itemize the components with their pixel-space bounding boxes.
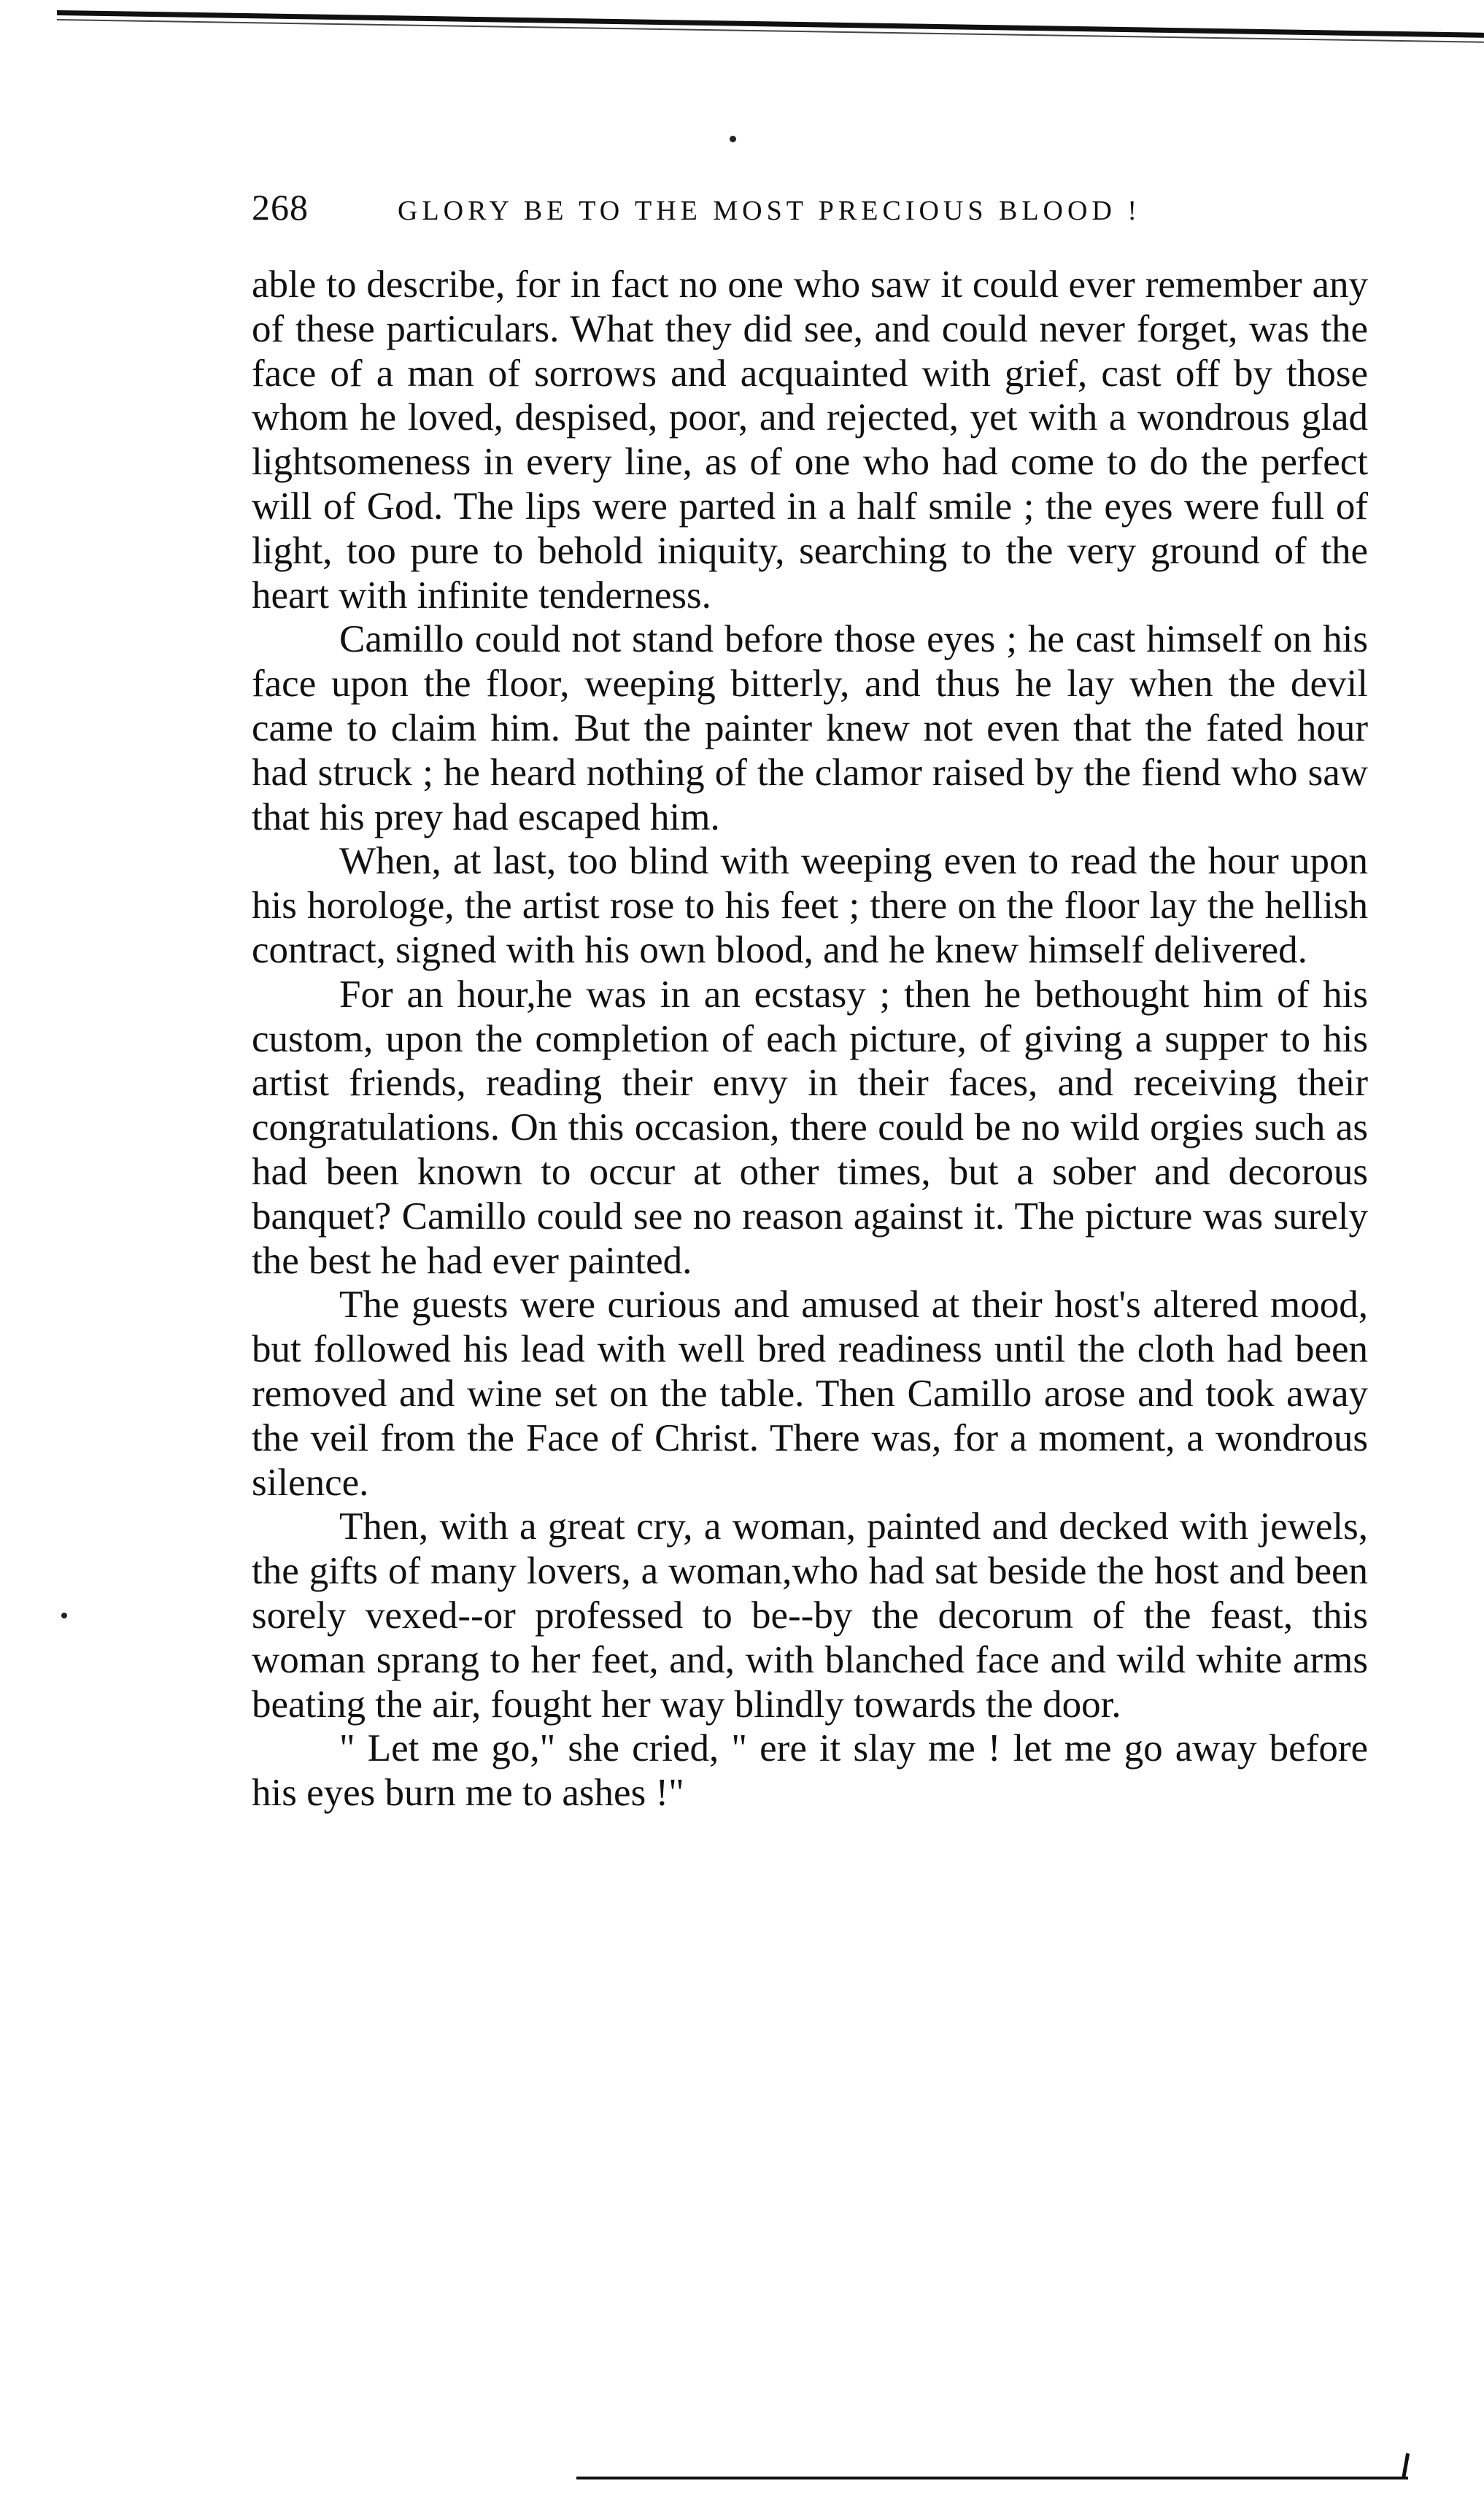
- bottom-border-tick: [1402, 2453, 1410, 2479]
- running-head: GLORY BE TO THE MOST PRECIOUS BLOOD !: [398, 196, 1142, 226]
- scan-speck: [730, 136, 736, 142]
- body-text: [252, 263, 1368, 1815]
- page-header: [252, 186, 1229, 230]
- paragraph: able to describe, for in fact no one who saw it could ever remember any of these particulars. What they did see, and could never forget, was the face of a man of sorrows and acquainted with grief, cast off by those whom he loved, despised, poor, and rejected, yet with a wondrous glad lightsomeness in every line, as of one who had come to do the perfect will of God. The lips were parted in a half smile ; the eyes were full of light, too pure to behold iniquity, searching to the very ground of the heart with infinite tenderness.: [252, 263, 1368, 617]
- scan-speck: [61, 1613, 67, 1618]
- paragraph: When, at last, too blind with weeping even to read the hour upon his horologe, the artist rose to his feet ; there on the floor lay the hellish contract, signed with his own blood, and he knew himself delivered.: [252, 840, 1368, 971]
- paragraph: " Let me go," she cried, " ere it slay me ! let me go away before his eyes burn me to ashes !": [252, 1727, 1368, 1815]
- page-number: 268: [252, 187, 309, 228]
- paragraph: The guests were curious and amused at their host's altered mood, but followed his lead with well bred readiness until the cloth had been removed and wine set on the table. Then Camillo arose and took away the veil from the Face of Christ. There was, for a moment, a wondrous silence.: [252, 1284, 1368, 1504]
- paragraph: Then, with a great cry, a woman, painted and decked with jewels, the gifts of many lovers, a woman,who had sat beside the host and been sorely vexed--or professed to be--by the decorum of the feast, this woman sprang to her feet, and, with blanched face and wild white arms beating the air, fought her way blindly towards the door.: [252, 1505, 1368, 1726]
- top-border-rule: [57, 10, 1484, 38]
- paragraph: Camillo could not stand before those eyes ; he cast himself on his face upon the floor, weeping bitterly, and thus he lay when the devil came to claim him. But the painter knew not even that the fated hour had struck ; he heard nothing of the clamor raised by the fiend who saw that his prey had escaped him.: [252, 618, 1368, 838]
- paragraph: For an hour,he was in an ecstasy ; then he bethought him of his custom, upon the completion of each picture, of giving a supper to his artist friends, reading their envy in their faces, and receiving their congratulations. On this occasion, there could be no wild orgies such as had been known to occur at other times, but a sober and decorous banquet? Camillo could see no reason against it. The picture was surely the best he had ever painted.: [252, 973, 1368, 1282]
- bottom-border-rule: [576, 2477, 1408, 2479]
